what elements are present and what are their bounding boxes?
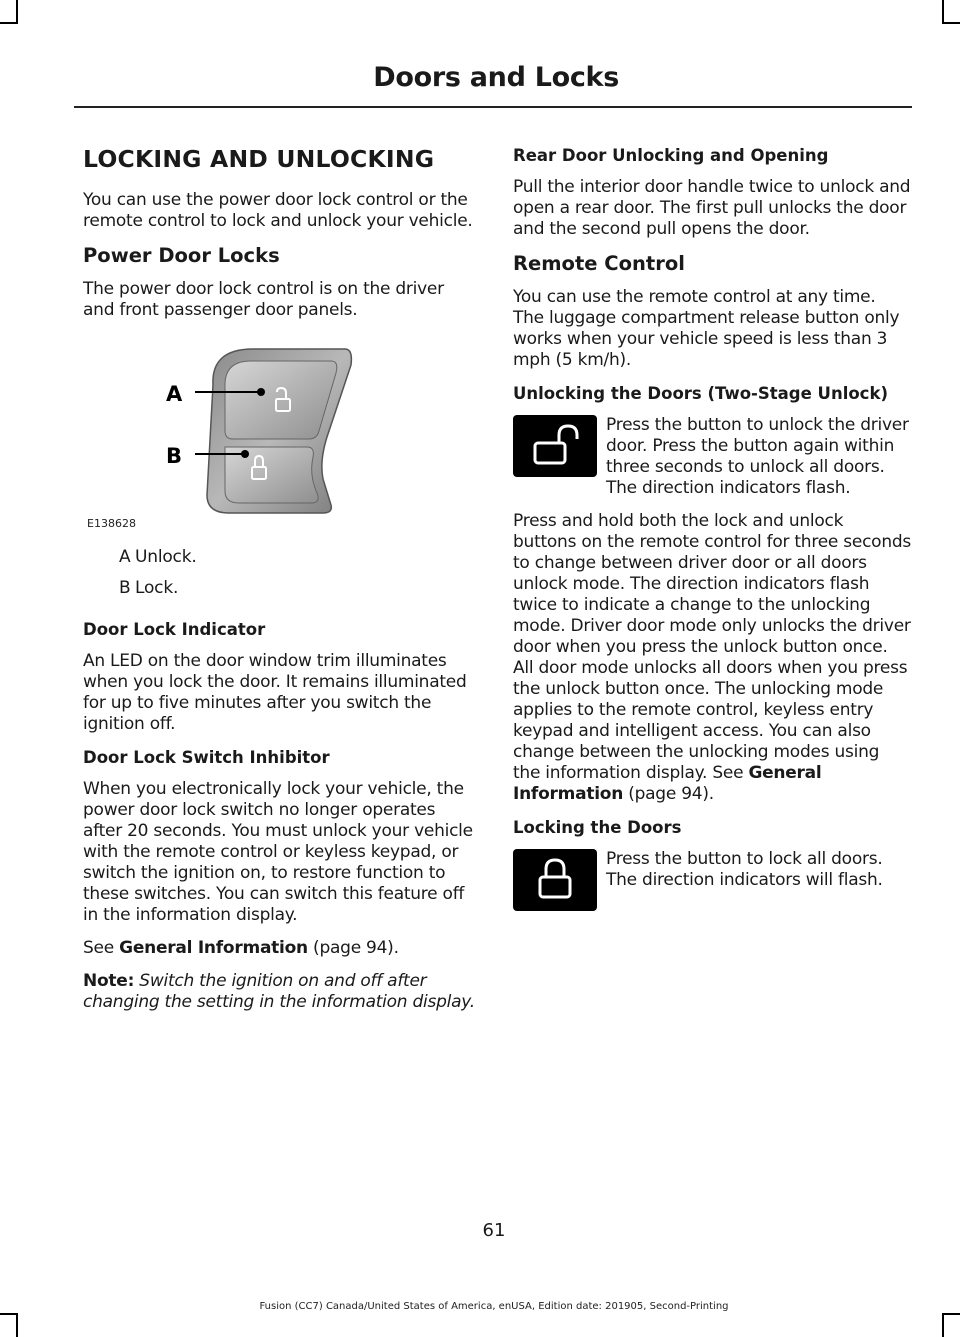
lock-instruction-text: Press the button to lock all doors. The direction indicators will flash. xyxy=(606,849,883,890)
remote-control-heading: Remote Control xyxy=(513,252,685,275)
page-number: 61 xyxy=(482,1220,506,1241)
header-divider xyxy=(74,106,912,108)
crop-mark xyxy=(942,22,960,24)
open-padlock-icon xyxy=(513,415,597,477)
lock-instruction xyxy=(513,849,911,891)
unlock-instruction xyxy=(513,415,911,499)
note-label: Note: xyxy=(83,971,135,991)
legend-key: A xyxy=(119,547,131,567)
legend-text: Lock. xyxy=(135,578,179,598)
rear-door-heading: Rear Door Unlocking and Opening xyxy=(513,146,829,165)
general-information-link[interactable]: General Information xyxy=(513,763,822,804)
callout-a-label: A xyxy=(166,382,183,406)
note-paragraph xyxy=(83,971,475,1013)
unlock-mode-text xyxy=(513,511,911,805)
door-lock-switch-inhibitor-heading: Door Lock Switch Inhibitor xyxy=(83,748,330,767)
unlock-instruction-text: Press the button to unlock the driver door. Press the button again within three seconds to unlock all doors. The direction indicators flash. xyxy=(606,415,909,498)
power-door-locks-text: The power door lock control is on the driver and front passenger door panels. xyxy=(83,279,444,320)
legend-row xyxy=(83,578,475,599)
crop-mark xyxy=(0,1313,18,1315)
right-column xyxy=(513,145,911,915)
unlocking-doors-heading: Unlocking the Doors (Two-Stage Unlock) xyxy=(513,384,888,403)
section-title: LOCKING AND UNLOCKING xyxy=(83,145,435,173)
locking-doors-heading: Locking the Doors xyxy=(513,818,682,837)
intro-paragraph: You can use the power door lock control or the remote control to lock and unlock your vehicle. xyxy=(83,190,473,231)
figure-code: E138628 xyxy=(87,517,136,530)
see-prefix: See xyxy=(83,938,120,958)
power-door-locks-heading: Power Door Locks xyxy=(83,244,280,267)
closed-padlock-icon xyxy=(513,849,597,911)
note-text: Switch the ignition on and off after changing the setting in the information display. xyxy=(83,971,475,1012)
crop-mark xyxy=(942,0,944,22)
unlock-mode-body: Press and hold both the lock and unlock buttons on the remote control for three seconds to change between driver door or all doors unlock mode. The direction indicators flash twice to indicate a change to the unlocking mode. Driver door mode only unlocks the driver door when you press the unlock button once. All door mode unlocks all doors when you press the unlock button once. The unlocking mode applies to the remote control, keyless entry keypad and intelligent access. You can also change between the unlocking modes using the information display. See xyxy=(513,511,912,783)
legend-key: B xyxy=(119,578,131,598)
rear-door-text: Pull the interior door handle twice to unlock and open a rear door. The first pull unlocks the door and the second pull opens the door. xyxy=(513,177,911,239)
unlock-mode-suffix: (page 94). xyxy=(623,784,714,804)
crop-mark xyxy=(16,0,18,22)
left-column xyxy=(83,145,475,1025)
crop-mark xyxy=(0,22,18,24)
crop-mark xyxy=(942,1313,960,1315)
door-lock-indicator-text: An LED on the door window trim illuminates when you lock the door. It remains illuminated for up to five minutes after you switch the ignition off. xyxy=(83,651,467,734)
legend-text: Unlock. xyxy=(135,547,197,567)
general-information-link[interactable]: General Information xyxy=(119,938,308,958)
remote-control-text: You can use the remote control at any time. The luggage compartment release button only works when your vehicle speed is less than 3 mph (5 km/h). xyxy=(513,287,900,370)
crop-mark xyxy=(942,1315,944,1337)
legend-row xyxy=(83,547,475,568)
door-lock-switch-illustration xyxy=(83,345,475,531)
crop-mark xyxy=(16,1315,18,1337)
edition-footer: Fusion (CC7) Canada/United States of America, enUSA, Edition date: 201905, Second-Printing xyxy=(259,1301,729,1312)
callout-b-label: B xyxy=(166,444,183,468)
door-lock-switch-inhibitor-text: When you electronically lock your vehicle, the power door lock switch no longer operates after 20 seconds. You must unlock your vehicle with the remote control or keyless keypad, or switch the ignition on, to restore function to these switches. You can switch this feature off in the information display. xyxy=(83,779,473,925)
door-lock-indicator-heading: Door Lock Indicator xyxy=(83,620,266,639)
page-header-title: Doors and Locks xyxy=(373,62,619,93)
door-lock-switch-figure xyxy=(83,345,475,531)
see-reference xyxy=(83,938,475,959)
see-suffix: (page 94). xyxy=(307,938,399,958)
